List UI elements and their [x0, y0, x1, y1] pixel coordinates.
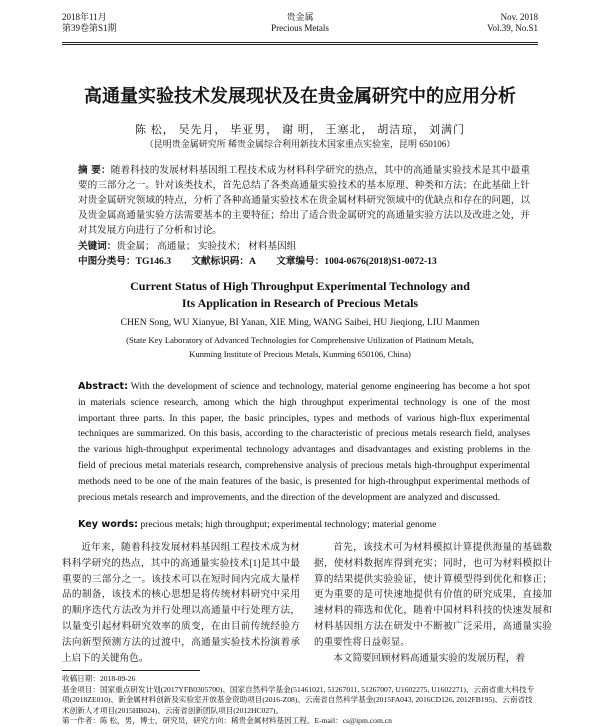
body-column-right — [314, 540, 552, 666]
abstract-zh-text: 随着科技的发展材料基因组工程技术成为材料科学研究的热点，其中的高通量实验技术是其中最重要的三部分之一。针对该类技术，首先总结了各类高通量实验技术的基本原理、种类和方法；在此基础上针对贵金属研究领域的特点，分析了各种高通量实验技术在贵金属材料研究领域中的优缺点和存在的问题，以及贵金属高通量实验方法需要基本的主要特征；给出了适合贵金属研究的高通量实验方法以及改进之处，并对其发展方向进行了分析和讨论。 — [78, 165, 531, 236]
classification-line — [78, 254, 530, 269]
keywords-zh-label: 关键词： — [78, 241, 117, 252]
authors-zh: 陈 松， 吴先月， 毕亚男， 谢 明， 王塞北， 胡洁琼， 刘满门 — [135, 124, 465, 136]
footnote-first-author: 第一作者：陈 松，男，博士，研究员，研究方向：稀贵金属材料基因工程。E-mail：cs@ipm.com.cn — [62, 716, 392, 725]
body-right-paragraph-2: 本文简要回顾材料高通量实验的发展历程，着 — [333, 652, 526, 664]
header-center — [62, 12, 538, 34]
abstract-en-text: With the development of science and technology, material genome engineering has become a hot spot in materials science research, among which the high throughput experimental technology is one of the most important three parts. In this paper, the basic principles, types and methods of various high-flux experimental techniques are summarized. On this basis, according to the characteristic of precious metals research field, analyses the various high-throughput experimental technology advantages and disadvantages and existing problems in the field of precious metal materials research, comprehensive analysis of precious metals high-throughput experimental methods need to be one of the main features of the basic, is presented for high-throughput experimental methods of precious metals research and improvements, and the direction of the development are analyzed and discussed. — [78, 381, 530, 503]
affiliation-en — [40, 333, 560, 361]
footnote-rule — [62, 670, 200, 671]
running-header — [62, 10, 538, 42]
affiliation-en-line-1: (State Key Laboratory of Advanced Technologies for Comprehensive Utilization of Platinum Metals, — [126, 335, 474, 345]
body-column-left: 近年来，随着科技发展材料基因组工程技术成为材料科学研究的热点，其中的高通量实验技术[1]是其中最重要的三部分之一。该技术可以在短时间内完成大量样品的制备，该技术的核心思想是将传统材料研究中采用的顺序迭代方法改为并行处理以高通量中行处理方法，以量变引起材料研究效率的质变，在由目前传统经验方法向新型预测方法的过渡中，高通量实验技术扮演着承上启下的关键角色。 — [62, 542, 300, 664]
title-zh: 高通量实验技术发展现状及在贵金属研究中的应用分析 — [84, 86, 516, 107]
abstract-zh-label: 摘 要： — [78, 165, 111, 176]
header-date-zh: 2018年11月 — [62, 12, 107, 22]
header-rule-top — [62, 42, 538, 43]
header-right — [487, 12, 538, 34]
footnote-received: 收稿日期：2018-09-26 — [62, 674, 136, 683]
affiliation-en-line-2: Kunming Institute of Precious Metals, Kunming 650106, China) — [189, 349, 411, 359]
title-en — [40, 278, 560, 312]
affiliation-zh: （昆明贵金属研究所 稀贵金属综合利用新技术国家重点实验室，昆明 650106） — [144, 139, 456, 149]
keywords-en-label: Key words: — [78, 519, 138, 530]
header-date-en: Nov. 2018 — [500, 12, 538, 22]
keywords-zh — [78, 239, 530, 254]
abstract-en-label: Abstract: — [78, 381, 128, 392]
body-right-paragraph-1: 首先，该技术可为材料模拟计算提供海量的基础数据，使材料数据库得到充实；同时，也可为材料模拟计算的结果提供实验验证，使计算模型得到优化和修正；更为重要的是可快速地提供有价值的研究成果，直接加速材料的筛选和优化，随着中国材料科技的快速发展和材料基因组方法在研发中不断被广泛采用，高通量实验的重要性将日益彰显。 — [314, 542, 552, 648]
keywords-en — [78, 517, 530, 532]
document-code: 文献标识码：A — [191, 256, 256, 267]
header-volume-en: Vol.39, No.S1 — [487, 23, 538, 33]
title-en-line-1: Current Status of High Throughput Experimental Technology and — [130, 279, 470, 293]
article-number: 文章编号：1004-0676(2018)S1-0072-13 — [276, 256, 437, 267]
journal-name-en: Precious Metals — [271, 23, 329, 33]
clc-number: 中图分类号：TG146.3 — [78, 256, 172, 267]
abstract-zh — [78, 163, 530, 238]
authors-en: CHEN Song, WU Xianyue, BI Yanan, XIE Ming, WANG Saibei, HU Jieqiong, LIU Manmen — [120, 317, 480, 328]
header-rule-bottom — [62, 44, 538, 45]
abstract-en — [78, 379, 530, 505]
journal-name-zh: 贵金属 — [286, 12, 314, 22]
footnotes — [62, 674, 538, 727]
header-volume-zh: 第39卷第S1期 — [62, 23, 117, 33]
footnote-funding: 基金项目：国家重点研发计划(2017YFB0305700)、国家自然科学基金(51461021, 51267011, 51267007, U1602275, U1602271)、云南省重大科技专项(2018ZE010)、新金属材料创新及实验室开放基金资助项目(2016-Z08)、云南省自然科学基金(2015FA043, 2016CD126, 2012FB195)、云南省技术创新人才项目(2015HB024)、云南省创新团队项目(2012HC027)。 — [62, 684, 535, 715]
keywords-zh-text: 贵金属； 高通量； 实验技术； 材料基因组 — [116, 241, 297, 252]
keywords-en-text: precious metals; high throughput; experimental technology; material genome — [140, 519, 437, 530]
title-en-line-2: Its Application in Research of Precious Metals — [181, 296, 419, 310]
